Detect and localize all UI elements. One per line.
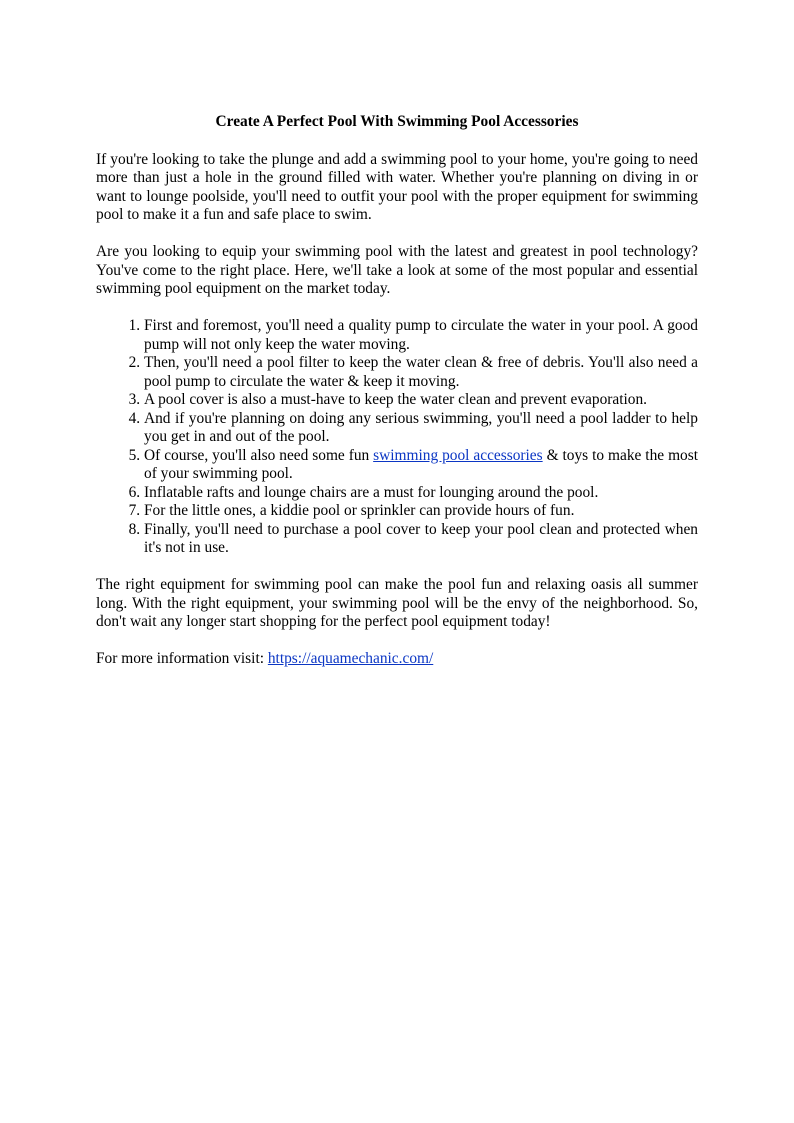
conclusion-paragraph: The right equipment for swimming pool can make the pool fun and relaxing oasis all summer long. With the right equipment, your swimming pool will be the envy of the neighborhood. So, don't wait any longer start shopping for the perfect pool equipment today! — [96, 576, 698, 630]
list-item: 4. And if you're planning on doing any serious swimming, you'll need a pool ladder to help you get in and out of the pool. — [144, 410, 698, 447]
swimming-pool-accessories-link[interactable]: swimming pool accessories — [373, 446, 543, 464]
more-info-line — [96, 650, 698, 669]
list-item: 8. Finally, you'll need to purchase a pool cover to keep your pool clean and protected when it's not in use. — [144, 521, 698, 558]
equipment-list — [96, 317, 698, 558]
list-item — [144, 447, 698, 484]
list-item: 2. Then, you'll need a pool filter to keep the water clean & free of debris. You'll also need a pool pump to circulate the water & keep it moving. — [144, 354, 698, 391]
list-item: 6. Inflatable rafts and lounge chairs are a must for lounging around the pool. — [144, 484, 698, 503]
document-title: Create A Perfect Pool With Swimming Pool Accessories — [215, 113, 579, 130]
list-item: 7. For the little ones, a kiddie pool or sprinkler can provide hours of fun. — [144, 502, 698, 521]
list-item-text-before: Of course, you'll also need some fun — [144, 446, 374, 464]
intro-paragraph: If you're looking to take the plunge and add a swimming pool to your home, you're going to need more than just a hole in the ground filled with water. Whether you're planning on diving in or want to lounge poolside, you'll need to outfit your pool with the proper equipment for swimming pool to make it a fun and safe place to swim. — [96, 150, 698, 223]
list-item: 1. First and foremost, you'll need a quality pump to circulate the water in your pool. A good pump will not only keep the water moving. — [144, 317, 698, 354]
list-item-text-after: & toys to make the most of your swimming pool. — [144, 446, 698, 482]
more-info-label: For more information visit: — [96, 650, 268, 667]
document-page — [96, 113, 698, 687]
equipment-intro-paragraph: Are you looking to equip your swimming pool with the latest and greatest in pool technology? You've come to the right place. Here, we'll take a look at some of the most popular and essential swimming pool equipment on the market today. — [96, 243, 698, 297]
aquamechanic-website-link[interactable]: https://aquamechanic.com/ — [267, 650, 434, 667]
list-item: 3. A pool cover is also a must-have to keep the water clean and prevent evaporation. — [144, 391, 698, 410]
